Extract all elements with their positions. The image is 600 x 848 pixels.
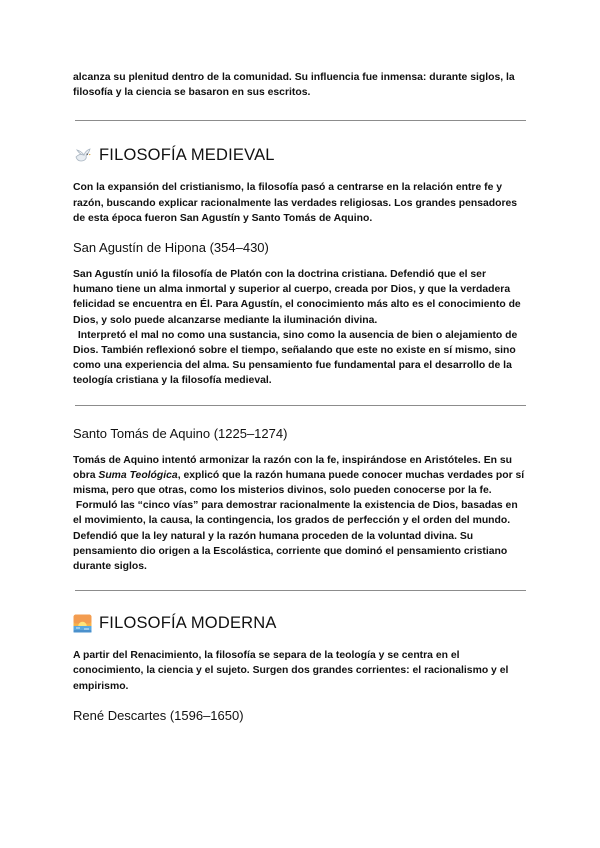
divider	[75, 120, 526, 121]
agustin-paragraph-2-text: Interpretó el mal no como una sustancia, sino como la ausencia de bien o alejamiento de Dios. También reflexionó sobre el tiempo, señalando que este no existe en sí mismo, sino como una experiencia del alma. Su pensamiento fue fundamental para el desarrollo de la teología cristiana y la filosofía medieval.	[73, 329, 518, 387]
medieval-intro: Con la expansión del cristianismo, la filosofía pasó a centrarse en la relación entre fe y razón, buscando explicar racionalmente las verdades religiosas. Los grandes pensadores de esta época fueron San Agustín y Santo Tomás de Aquino.	[73, 182, 518, 224]
tomas-paragraph-2-text: Formuló las “cinco vías” para demostrar racionalmente la existencia de Dios, basadas en el movimiento, la causa, la contingencia, los grados de perfección y el orden del mundo. Defendió que la ley natural y la razón humana proceden de la voluntad divina. Su pensamiento dio origen a la Escolástica, corriente que dominó el pensamiento cristiano durante siglos.	[73, 500, 518, 573]
tomas-paragraph-2	[73, 498, 528, 574]
dove-icon	[73, 146, 92, 165]
section-title-moderna	[73, 613, 528, 633]
intro-paragraph: alcanza su plenitud dentro de la comunidad. Su influencia fue inmensa: durante siglos, la filosofía y la ciencia se basaron en sus escritos.	[73, 72, 515, 99]
tomas-paragraph-1	[73, 453, 528, 499]
section-title-medieval	[73, 145, 528, 165]
document-page	[73, 70, 528, 724]
subtitle-descartes: René Descartes (1596–1650)	[73, 707, 244, 723]
sunrise-icon	[73, 614, 92, 633]
subtitle-tomas: Santo Tomás de Aquino (1225–1274)	[73, 425, 288, 441]
section-title-text: FILOSOFÍA MEDIEVAL	[99, 146, 275, 165]
tomas-p1-before: Tomás de Aquino intentó armonizar la razón con la fe, inspirándose en Aristóteles. En su obra	[73, 454, 512, 481]
tomas-p1-after: , explicó que la razón humana puede conocer muchas verdades por sí misma, pero que otras, como los misterios divinos, solo pueden conocerse por la fe.	[73, 469, 525, 497]
work-title: Suma Teológica	[98, 469, 178, 481]
moderna-intro: A partir del Renacimiento, la filosofía se separa de la teología y se centra en el conocimiento, la ciencia y el sujeto. Surgen dos grandes corrientes: el racionalismo y el empirismo.	[73, 650, 509, 692]
divider	[75, 405, 526, 406]
subtitle-agustin: San Agustín de Hipona (354–430)	[73, 240, 269, 256]
agustin-paragraph-2	[73, 328, 528, 389]
divider	[75, 590, 526, 591]
section-title-text: FILOSOFÍA MODERNA	[99, 614, 277, 633]
agustin-paragraph-1: San Agustín unió la filosofía de Platón con la doctrina cristiana. Defendió que el ser humano tiene un alma inmortal y superior al cuerpo, creada por Dios, y que la verdadera felicidad se encuentra en Él. Para Agustín, el conocimiento más alto es el conocimiento de Dios, y solo puede alcanzarse mediante la iluminación divina.	[73, 269, 521, 326]
